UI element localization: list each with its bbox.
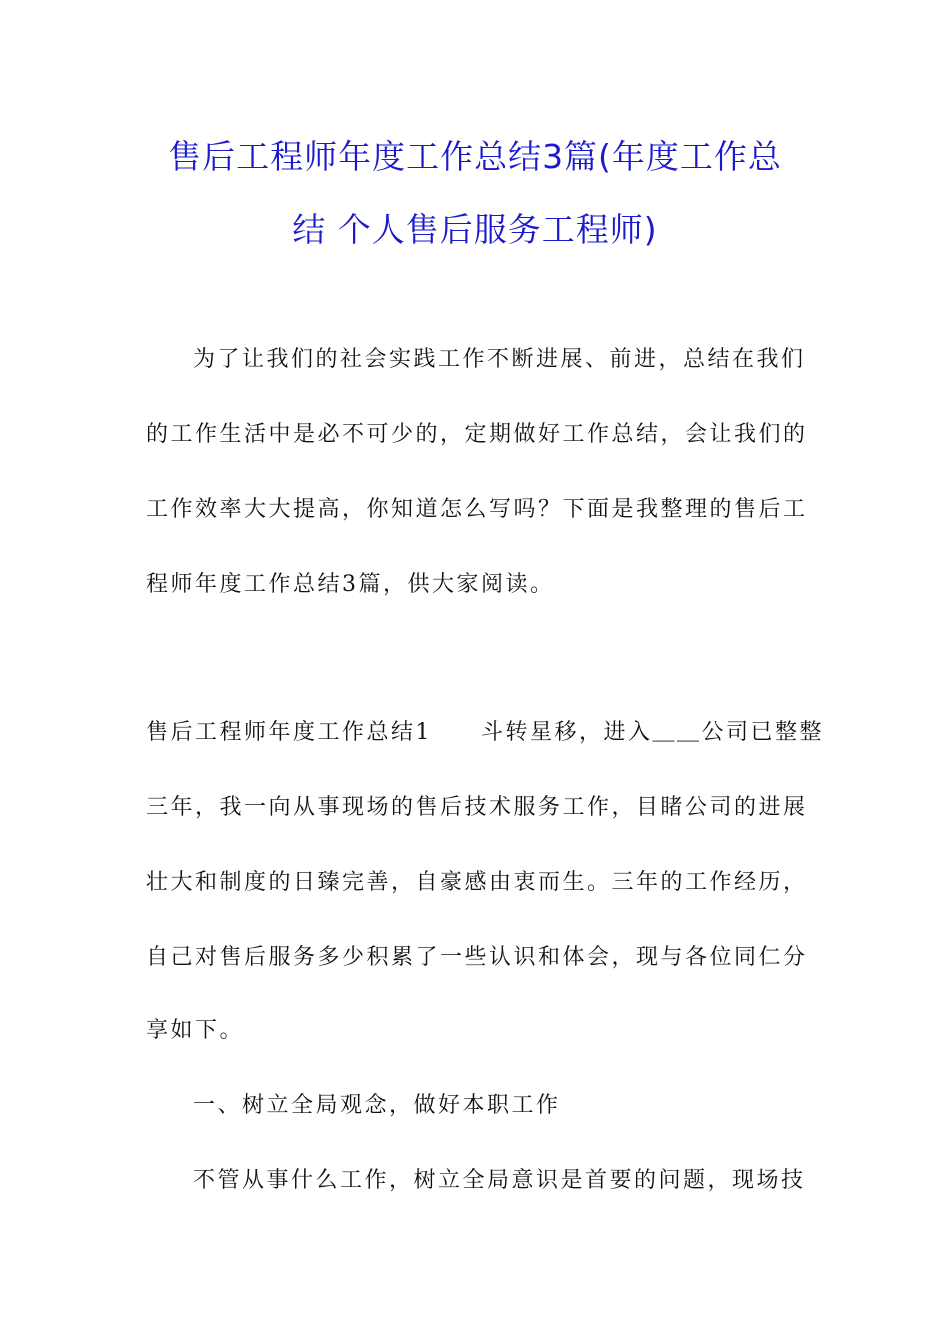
section1-line-5: 享如下。 — [146, 1018, 245, 1043]
section-heading: 一、树立全局观念，做好本职工作 — [193, 1093, 561, 1118]
section1-line-1: 售后工程师年度工作总结1 斗转星移，进入＿＿公司已整整 — [146, 720, 824, 745]
section1-line-4: 自己对售后服务多少积累了一些认识和体会，现与各位同仁分 — [146, 945, 808, 970]
section1-line-3: 壮大和制度的日臻完善，自豪感由衷而生。三年的工作经历， — [146, 870, 808, 895]
intro-line-3: 工作效率大大提高，你知道怎么写吗？下面是我整理的售后工 — [146, 497, 808, 522]
paragraph2-line-1: 不管从事什么工作，树立全局意识是首要的问题，现场技 — [193, 1168, 806, 1193]
section1-line-2: 三年，我一向从事现场的售后技术服务工作，目睹公司的进展 — [146, 795, 808, 820]
document-title-line-2: 结 个人售后服务工程师) — [292, 210, 658, 249]
intro-line-2: 的工作生活中是必不可少的，定期做好工作总结，会让我们的 — [146, 422, 808, 447]
intro-line-4: 程师年度工作总结3篇，供大家阅读。 — [146, 572, 555, 597]
intro-line-1: 为了让我们的社会实践工作不断进展、前进，总结在我们 — [193, 347, 806, 372]
document-title-line-1: 售后工程师年度工作总结3篇(年度工作总 — [168, 137, 782, 176]
